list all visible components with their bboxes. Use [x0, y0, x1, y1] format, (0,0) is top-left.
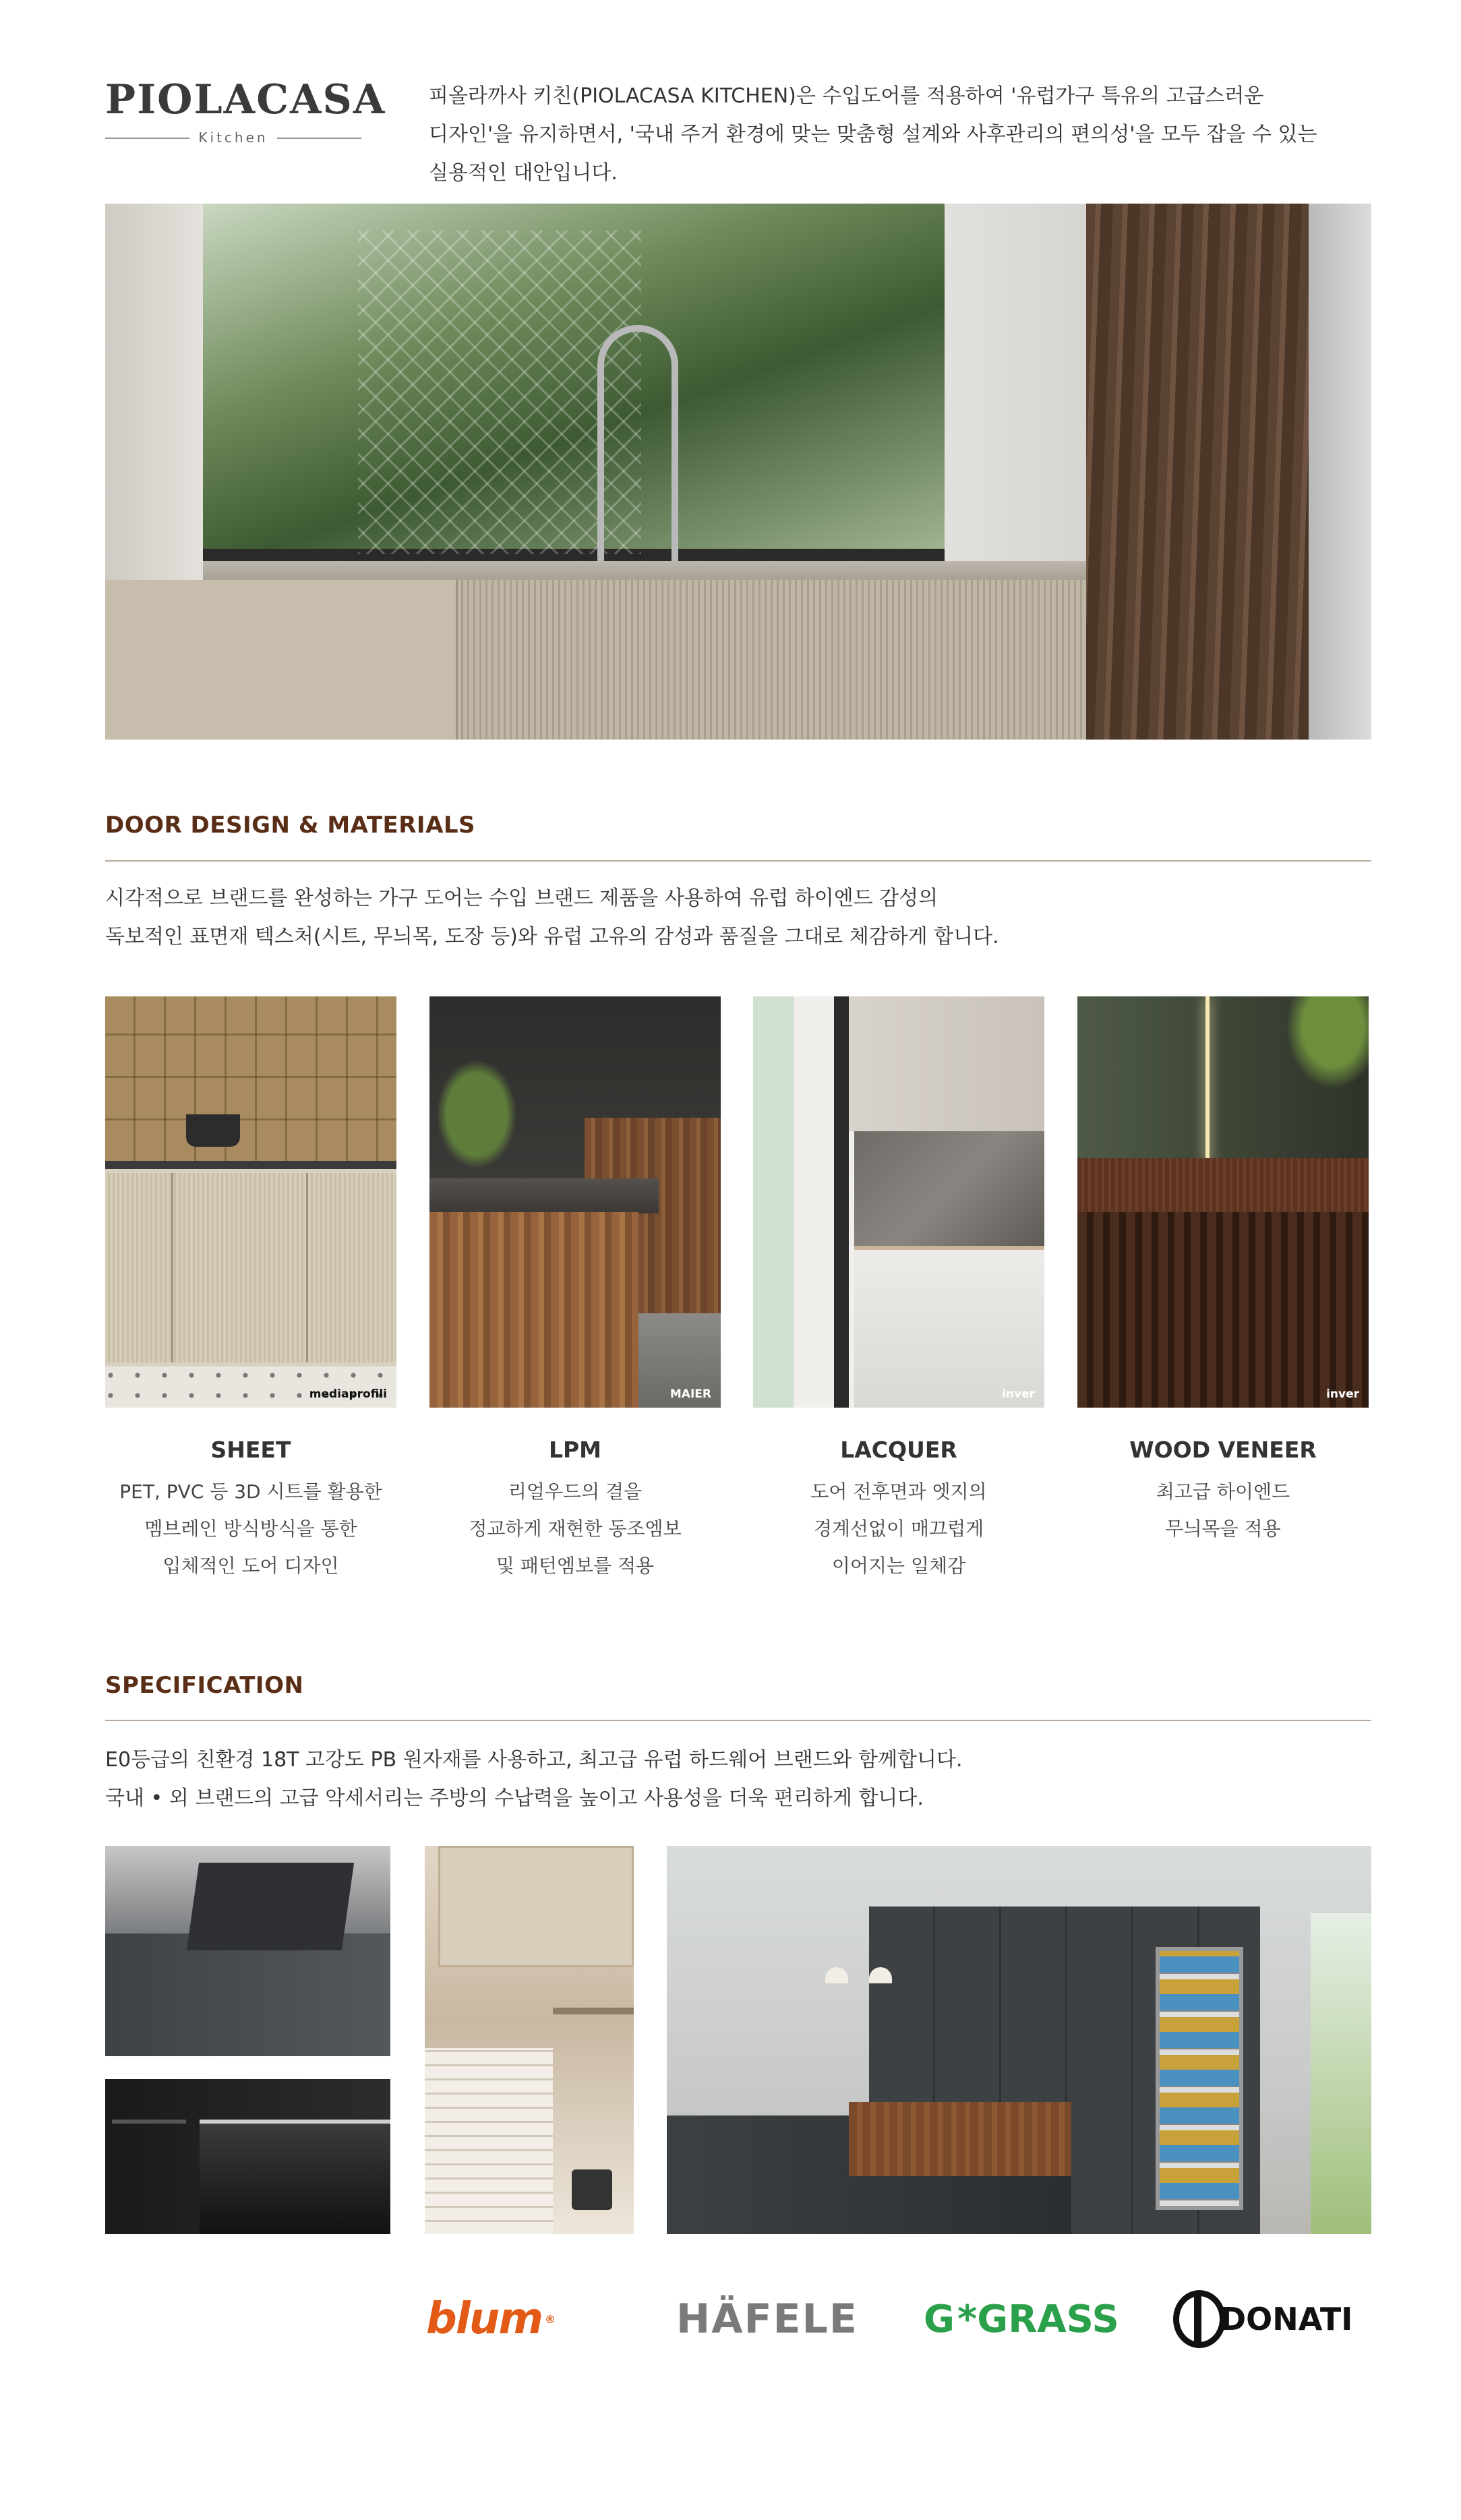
material-image-lpm — [429, 996, 721, 1408]
logo-wordmark: PIOLACASA — [105, 76, 386, 123]
section-title-specification: SPECIFICATION — [105, 1672, 304, 1699]
lift-flap — [187, 1863, 354, 1950]
section-divider — [105, 860, 1371, 862]
desc-line: 및 패턴엠보를 적용 — [496, 1555, 655, 1577]
donati-wordmark: DONATI — [1220, 2301, 1353, 2337]
wall-rail — [553, 2008, 634, 2014]
blum-registered-mark: ® — [545, 2312, 556, 2326]
island — [429, 1212, 638, 1408]
door-text-line: 독보적인 표면재 텍스처(시트, 무늬목, 도장 등)와 유럽 고유의 감성과 품질을 그대로 체감하게 합니다. — [105, 925, 999, 949]
led-strip — [1205, 996, 1210, 1165]
island-top — [429, 1178, 659, 1213]
desc-line: 리얼우드의 결을 — [508, 1480, 643, 1503]
material-name-wood-veneer: WOOD VENEER — [1129, 1437, 1317, 1463]
spec-section-text — [105, 1741, 1371, 1818]
veneer-slats — [1077, 1212, 1369, 1408]
donati-ring-icon — [1173, 2290, 1226, 2348]
brand-tag: inver — [1002, 1387, 1035, 1401]
stone-backsplash — [854, 1131, 1044, 1246]
blum-wordmark: blum — [426, 2294, 542, 2344]
desc-line: 최고급 하이엔드 — [1156, 1480, 1290, 1503]
logo-subtitle: Kitchen — [105, 129, 361, 148]
grass-logo — [924, 2285, 1119, 2353]
spec-image-drawer — [105, 2079, 390, 2234]
blinds — [425, 2048, 553, 2234]
intro-line: 디자인'을 유지하면서, '국내 주거 환경에 맞는 맞춤형 설계와 사후관리의 편의성'을 모두 잡을 수 있는 — [429, 123, 1317, 146]
countertop — [203, 561, 1194, 580]
dining-chairs — [112, 2120, 186, 2187]
door-section-text — [105, 879, 1371, 956]
desc-line: PET, PVC 등 3D 시트를 활용한 — [119, 1480, 382, 1503]
window — [1311, 1913, 1371, 2234]
desc-line: 입체적인 도어 디자인 — [162, 1555, 339, 1577]
plant — [1280, 996, 1369, 1098]
desc-line: 무늬목을 적용 — [1165, 1518, 1281, 1540]
faucet — [597, 325, 678, 568]
desc-line: 경계선없이 매끄럽게 — [813, 1518, 984, 1540]
brand-tag: MAIER — [669, 1387, 711, 1401]
brand-tag: inver — [1326, 1387, 1359, 1401]
material-image-sheet — [105, 996, 396, 1408]
material-desc-sheet — [105, 1473, 396, 1584]
lower-cabinet — [854, 1246, 1044, 1408]
grass-g-mark: G — [924, 2297, 955, 2341]
pull-out-pantry — [1156, 1947, 1243, 2210]
material-image-wood-veneer — [1077, 996, 1369, 1408]
spec-text-line: E0등급의 친환경 18T 고강도 PB 원자재를 사용하고, 최고급 유럽 하드웨어 브랜드와 함께합니다. — [105, 1748, 963, 1772]
hafele-logo — [676, 2285, 858, 2353]
material-desc-wood-veneer — [1077, 1473, 1369, 1547]
material-desc-lpm — [429, 1473, 721, 1584]
grass-wordmark: *GRASS — [957, 2297, 1119, 2341]
material-desc-lacquer — [753, 1473, 1044, 1584]
material-name-lacquer: LACQUER — [840, 1437, 957, 1463]
material-image-lacquer — [753, 996, 1044, 1408]
fridge — [1309, 204, 1371, 740]
tall-wood-cabinet — [1086, 204, 1309, 740]
pendant-lamp — [825, 1967, 848, 1983]
hafele-wordmark: HÄFELE — [676, 2296, 858, 2343]
window-view — [203, 204, 945, 561]
brand-tag: mediaprofili — [309, 1387, 387, 1401]
base-cabinets — [105, 580, 1194, 740]
upper-cabinet — [438, 1846, 634, 1967]
blum-logo — [426, 2285, 556, 2353]
tile-backsplash — [105, 996, 396, 1161]
spec-image-wall-rail — [425, 1846, 634, 2234]
veneer-top — [1077, 1158, 1369, 1212]
donati-logo — [1173, 2285, 1352, 2353]
intro-paragraph — [429, 77, 1379, 192]
wall-socket — [572, 2169, 612, 2210]
spec-text-line: 국내 • 외 브랜드의 고급 악세서리는 주방의 수납력을 높이고 사용성을 더욱 편리하게 합니다. — [105, 1787, 924, 1810]
desc-line: 이어지는 일체감 — [831, 1555, 966, 1577]
desc-line: 멤브레인 방식방식을 통한 — [144, 1518, 357, 1540]
material-name-sheet: SHEET — [210, 1437, 291, 1463]
pot — [186, 1114, 240, 1147]
drawer — [200, 2120, 390, 2234]
plant — [429, 1050, 524, 1178]
spec-image-pantry-kitchen — [667, 1846, 1371, 2234]
section-title-door-design: DOOR DESIGN & MATERIALS — [105, 812, 476, 839]
upper-cabinet — [834, 996, 1044, 1131]
cabinet — [105, 1933, 390, 2056]
section-divider — [105, 1720, 1371, 1721]
material-name-lpm: LPM — [548, 1437, 602, 1463]
window-frame — [834, 996, 849, 1408]
intro-line: 피올라까사 키친(PIOLACASA KITCHEN)은 수입도어를 적용하여 '유럽가구 특유의 고급스러운 — [429, 84, 1264, 108]
hero-kitchen-image — [105, 204, 1371, 740]
desc-line: 정교하게 재현한 동조엠보 — [469, 1518, 682, 1540]
wood-table — [849, 2102, 1071, 2176]
door-panels — [105, 1173, 396, 1362]
brand-logo — [105, 76, 386, 148]
intro-line: 실용적인 대안입니다. — [429, 161, 618, 185]
spec-image-lift-up — [105, 1846, 390, 2056]
door-text-line: 시각적으로 브랜드를 완성하는 가구 도어는 수입 브랜드 제품을 사용하여 유럽 하이엔드 감성의 — [105, 887, 938, 910]
desc-line: 도어 전후면과 엣지의 — [810, 1480, 987, 1503]
